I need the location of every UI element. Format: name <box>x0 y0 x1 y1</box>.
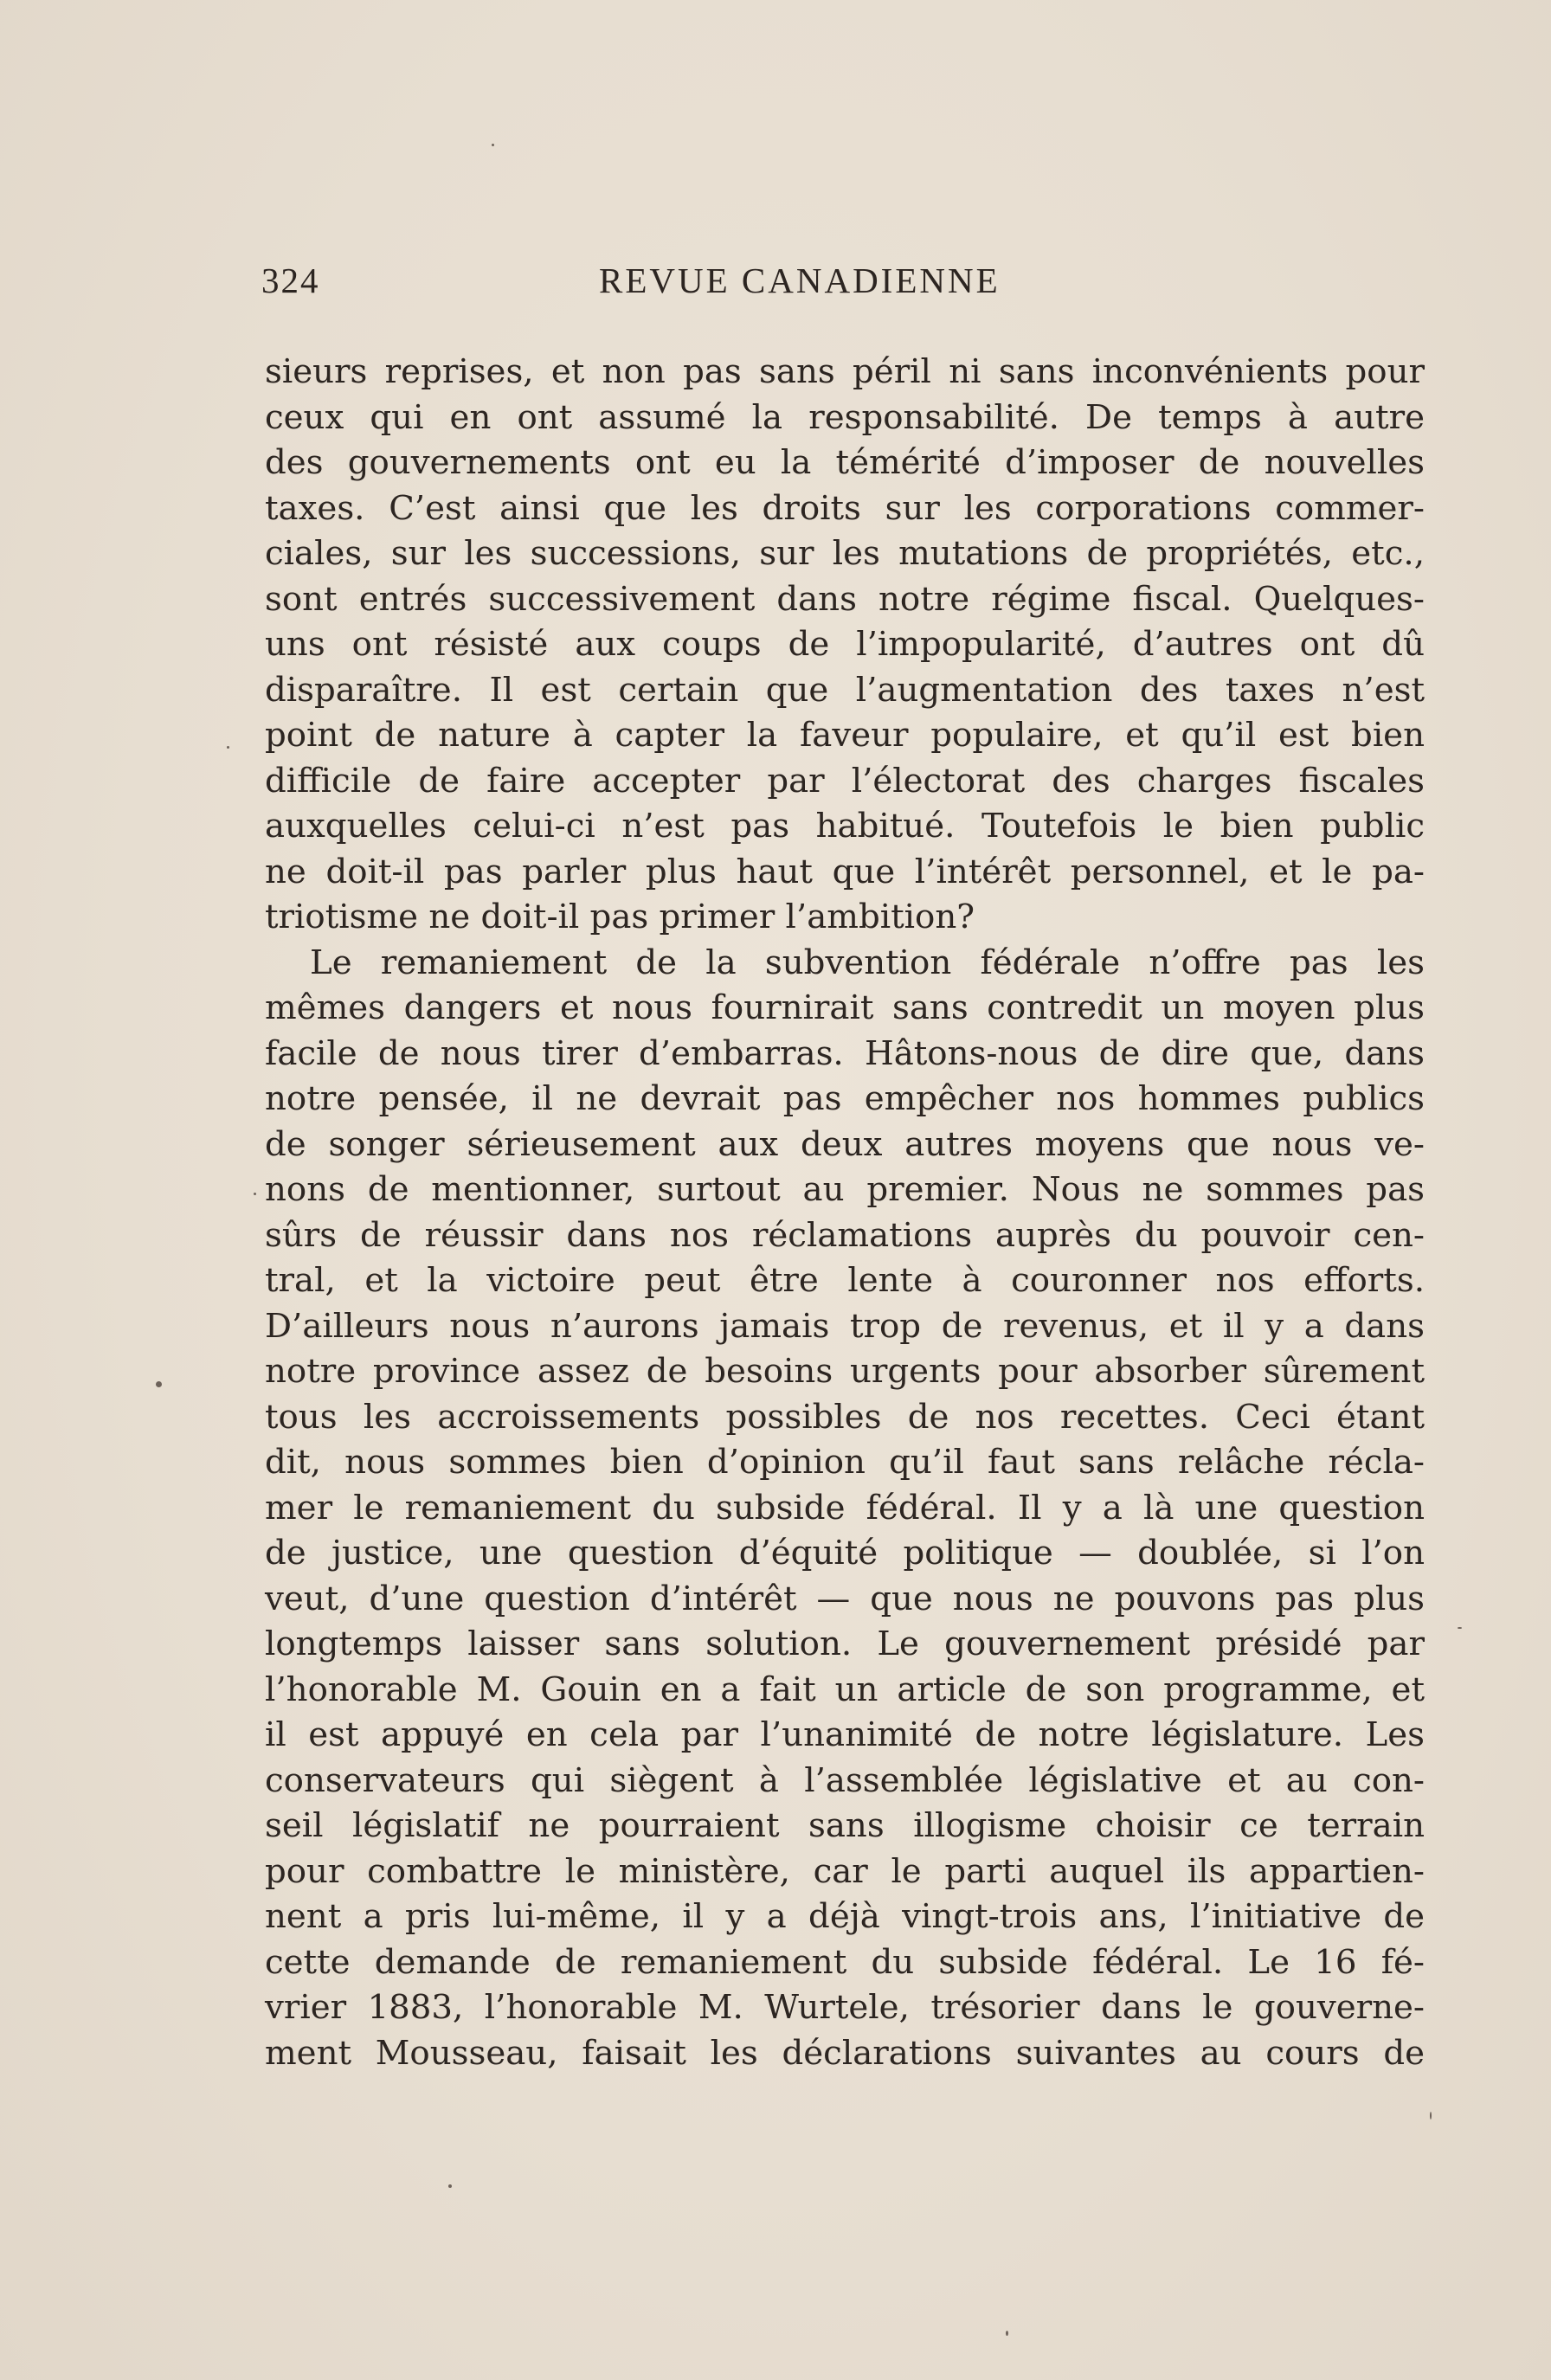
text-line: ciales, sur les successions, sur les mutations de propriétés, etc., <box>265 534 1425 573</box>
text-line: triotisme ne doit-il pas primer l’ambition? <box>265 897 975 936</box>
text-line: nons de mentionner, surtout au premier. Nous ne sommes pas <box>265 1170 1425 1209</box>
paper-speck <box>254 1193 256 1195</box>
paper-speck <box>1458 1627 1462 1629</box>
text-line: dit, nous sommes bien d’opinion qu’il faut sans relâche récla- <box>265 1443 1425 1482</box>
text-line: longtemps laisser sans solution. Le gouvernement présidé par <box>265 1624 1425 1663</box>
paper-speck <box>227 746 229 749</box>
text-line: sûrs de réussir dans nos réclamations auprès du pouvoir cen- <box>265 1215 1425 1255</box>
text-line: vrier 1883, l’honorable M. Wurtele, trésorier dans le gouverne- <box>265 1988 1425 2027</box>
text-line: ne doit-il pas parler plus haut que l’intérêt personnel, et le pa- <box>265 852 1425 891</box>
text-line: l’honorable M. Gouin en a fait un article de son programme, et <box>265 1669 1425 1709</box>
body-text <box>265 350 1425 2076</box>
text-line: point de nature à capter la faveur populaire, et qu’il est bien <box>265 716 1425 755</box>
page-header <box>261 260 1066 308</box>
running-title: REVUE CANADIENNE <box>599 261 1001 300</box>
text-line: il est appuyé en cela par l’unanimité de notre législature. Les <box>265 1715 1425 1754</box>
text-line: notre province assez de besoins urgents pour absorber sûrement <box>265 1352 1425 1391</box>
text-line: tral, et la victoire peut être lente à couronner nos efforts. <box>265 1261 1425 1300</box>
text-line: pour combattre le ministère, car le parti auquel ils appartien- <box>265 1851 1425 1891</box>
text-line: des gouvernements ont eu la témérité d’imposer de nouvelles <box>265 443 1425 482</box>
text-line: uns ont résisté aux coups de l’impopularité, d’autres ont dû <box>265 625 1425 664</box>
text-line: difficile de faire accepter par l’électorat des charges fiscales <box>265 761 1425 801</box>
text-line: de songer sérieusement aux deux autres moyens que nous ve- <box>265 1124 1425 1164</box>
text-line: disparaître. Il est certain que l’augmentation des taxes n’est <box>265 670 1425 710</box>
text-line: conservateurs qui siègent à l’assemblée législative et au con- <box>265 1760 1425 1800</box>
text-line: notre pensée, il ne devrait pas empêcher nos hommes publics <box>265 1079 1425 1118</box>
text-line: mêmes dangers et nous fournirait sans contredit un moyen plus <box>265 988 1425 1027</box>
paper-speck <box>448 2184 452 2188</box>
paper-speck <box>492 144 494 146</box>
paper-speck <box>1430 2112 1432 2119</box>
text-line: nent a pris lui-même, il y a déjà vingt-trois ans, l’initiative de <box>265 1897 1425 1936</box>
text-line: ment Mousseau, faisait les déclarations suivantes au cours de <box>265 2033 1425 2073</box>
text-line: sieurs reprises, et non pas sans péril ni sans inconvénients pour <box>265 352 1425 391</box>
text-line: tous les accroissements possibles de nos recettes. Ceci étant <box>265 1397 1425 1437</box>
page-number: 324 <box>261 261 320 300</box>
text-line: veut, d’une question d’intérêt — que nous ne pouvons pas plus <box>265 1579 1425 1618</box>
paper-speck <box>156 1381 162 1387</box>
text-line: seil législatif ne pourraient sans illogisme choisir ce terrain <box>265 1806 1425 1845</box>
text-line: facile de nous tirer d’embarras. Hâtons-nous de dire que, dans <box>265 1033 1425 1073</box>
text-line: taxes. C’est ainsi que les droits sur les corporations commer- <box>265 488 1425 528</box>
text-line: D’ailleurs nous n’aurons jamais trop de revenus, et il y a dans <box>265 1306 1425 1346</box>
paper-speck <box>1006 2331 1008 2336</box>
paragraph-start-line: Le remaniement de la subvention fédérale n’offre pas les <box>310 942 1425 982</box>
text-line: cette demande de remaniement du subside fédéral. Le 16 fé- <box>265 1942 1425 1982</box>
text-line: sont entrés successivement dans notre régime fiscal. Quelques- <box>265 579 1425 619</box>
text-line: ceux qui en ont assumé la responsabilité. De temps à autre <box>265 397 1425 437</box>
text-line: auxquelles celui-ci n’est pas habitué. Toutefois le bien public <box>265 807 1425 846</box>
text-line: mer le remaniement du subside fédéral. Il y a là une question <box>265 1488 1425 1528</box>
text-line: de justice, une question d’équité politique — doublée, si l’on <box>265 1534 1425 1573</box>
